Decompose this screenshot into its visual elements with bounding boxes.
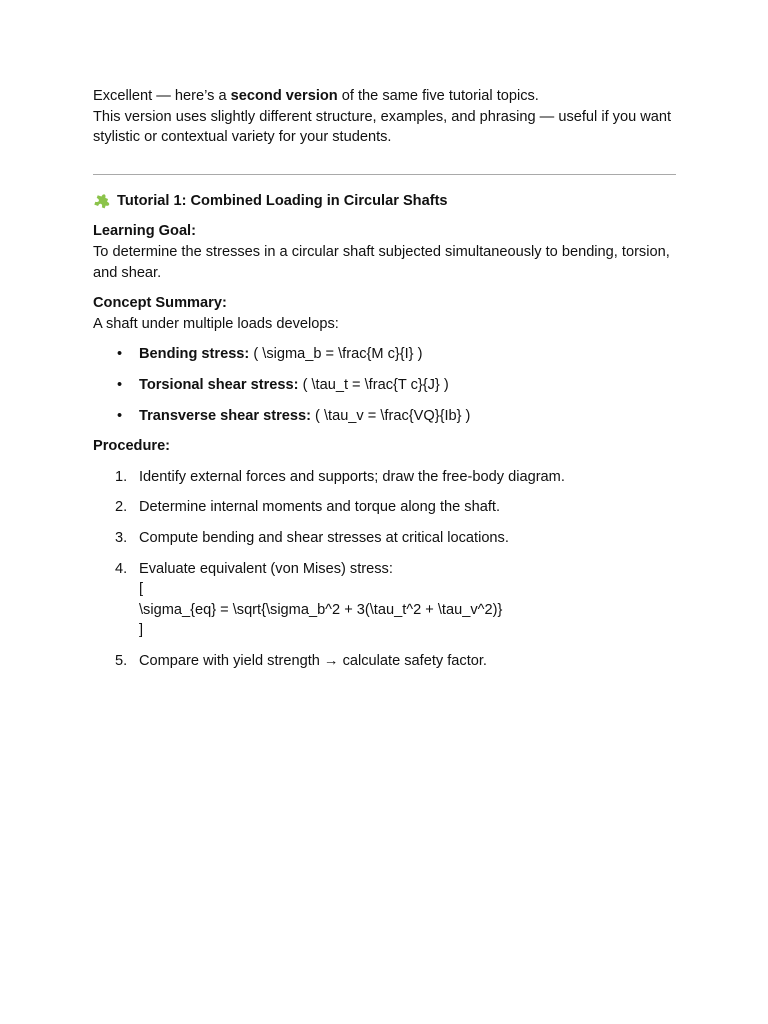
intro-line-1 [93, 86, 676, 107]
procedure-label: Procedure: [93, 438, 171, 455]
intro-line-1-post: of the same five tutorial topics. [337, 88, 539, 104]
bullet-formula: ( \sigma_b = \frac{M c}{I} ) [249, 346, 423, 363]
procedure [93, 436, 676, 671]
bullet-label: Torsional shear stress: [139, 376, 299, 393]
step-number: 2. [115, 499, 128, 516]
list-item [93, 344, 676, 365]
puzzle-piece-icon [93, 192, 111, 210]
list-item [93, 497, 676, 518]
step-text: Identify external forces and supports; draw the free-body diagram. [139, 468, 565, 485]
intro-line-1-bold: second version [230, 88, 338, 104]
list-item [93, 375, 676, 396]
tutorial-title-text: Tutorial 1: Combined Loading in Circular Shafts [117, 192, 448, 209]
learning-goal [93, 221, 676, 283]
step-number: 5. [115, 652, 128, 669]
von-mises-equation: \sigma_{eq} = \sqrt{\sigma_b^2 + 3(\tau_t^2 + \tau_v^2)} [139, 601, 503, 618]
equation-open-bracket: [ [139, 581, 144, 598]
stress-list [93, 344, 676, 426]
step-text: Compute bending and shear stresses at critical locations. [139, 529, 509, 546]
equation-close-bracket: ] [139, 622, 144, 639]
step-text: Evaluate equivalent (von Mises) stress: [139, 560, 393, 577]
bullet-dot: • [117, 376, 123, 393]
bullet-dot: • [117, 346, 123, 363]
list-item [93, 528, 676, 549]
learning-goal-text: To determine the stresses in a circular shaft subjected simultaneously to bending, torsion, and shear. [93, 243, 670, 281]
intro-line-1-pre: Excellent — here’s a [93, 88, 231, 104]
section-divider [93, 174, 676, 175]
list-item [93, 467, 676, 488]
procedure-steps [93, 467, 676, 672]
tutorial-title [93, 191, 676, 212]
bullet-label: Transverse shear stress: [139, 407, 311, 424]
document-content [93, 86, 676, 671]
concept-summary-text: A shaft under multiple loads develops: [93, 315, 339, 332]
list-item [93, 406, 676, 427]
intro [93, 86, 676, 148]
concept-summary-label: Concept Summary: [93, 295, 227, 312]
list-item [93, 559, 676, 641]
step-text: Compare with yield strength → calculate safety factor. [139, 652, 487, 669]
bullet-dot: • [117, 407, 123, 424]
step-number: 4. [115, 560, 128, 577]
list-item [93, 651, 676, 672]
bullet-formula: ( \tau_v = \frac{VQ}{Ib} ) [311, 407, 471, 424]
step-text: Determine internal moments and torque along the shaft. [139, 499, 500, 516]
step-number: 3. [115, 529, 128, 546]
concept-summary [93, 293, 676, 426]
intro-line-2: This version uses slightly different structure, examples, and phrasing — useful if you want stylistic or contextual variety for your students. [93, 108, 672, 146]
bullet-formula: ( \tau_t = \frac{T c}{J} ) [298, 376, 449, 393]
learning-goal-label: Learning Goal: [93, 223, 196, 240]
step-number: 1. [115, 468, 128, 485]
bullet-label: Bending stress: [139, 346, 250, 363]
